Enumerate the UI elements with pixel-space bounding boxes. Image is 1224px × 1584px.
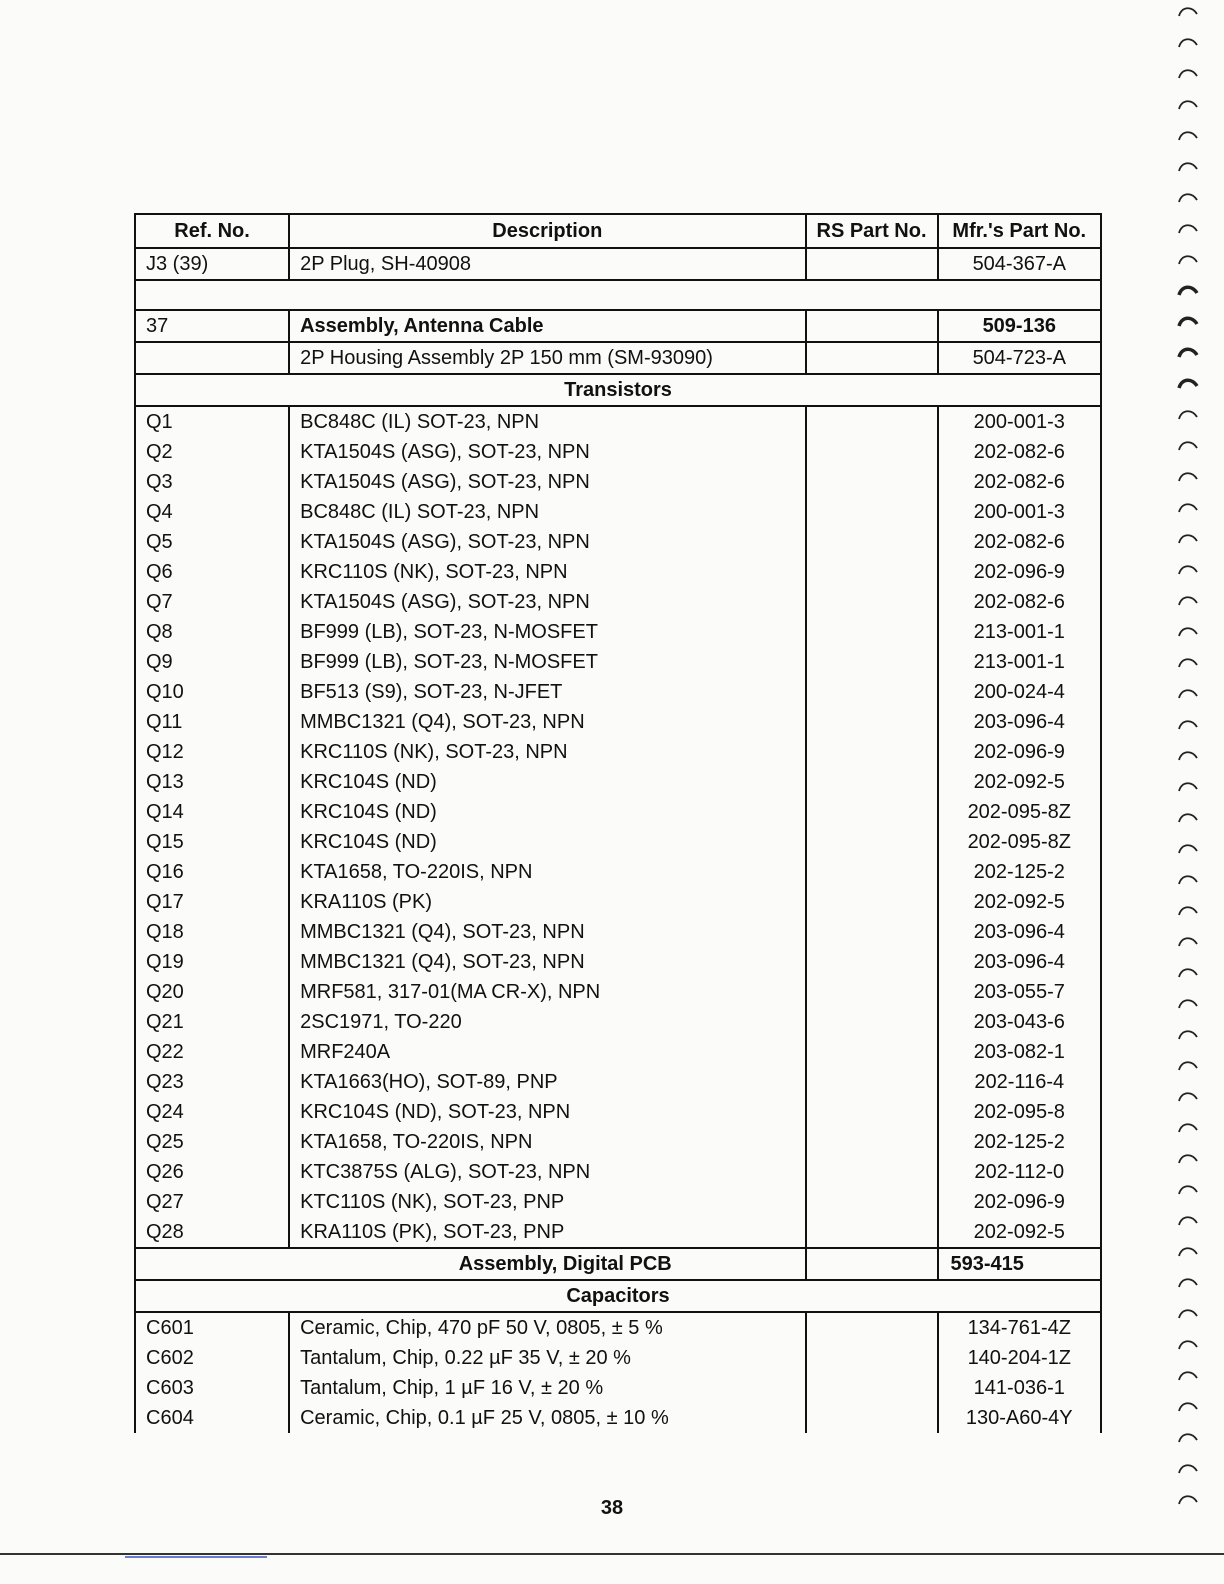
rs-part-cell — [806, 527, 938, 557]
parts-list-table — [134, 213, 1102, 1433]
section-heading-transistors: Transistors — [135, 374, 1101, 406]
mfr-part-cell: 203-096-4 — [938, 917, 1101, 947]
binding-curl-icon — [1176, 1213, 1200, 1227]
binding-curl-icon — [1176, 1399, 1200, 1413]
table-row — [135, 1127, 1101, 1157]
rs-part-cell — [806, 947, 938, 977]
rs-part-cell — [806, 797, 938, 827]
description-cell: KRC104S (ND) — [289, 827, 805, 857]
ref-cell: Q13 — [135, 767, 289, 797]
ref-cell: Q7 — [135, 587, 289, 617]
mfr-part-cell: 202-092-5 — [938, 887, 1101, 917]
table-row — [135, 342, 1101, 374]
mfr-part-cell: 203-055-7 — [938, 977, 1101, 1007]
ref-cell: Q15 — [135, 827, 289, 857]
table-row — [135, 437, 1101, 467]
description-cell: Tantalum, Chip, 1 µF 16 V, ± 20 % — [289, 1373, 805, 1403]
ref-cell: Q4 — [135, 497, 289, 527]
binding-curl-icon — [1176, 1182, 1200, 1196]
ref-cell: Q12 — [135, 737, 289, 767]
table-row — [135, 1187, 1101, 1217]
table-row — [135, 617, 1101, 647]
table-row — [135, 1037, 1101, 1067]
mfr-part-cell: 202-095-8Z — [938, 827, 1101, 857]
binding-curl-icon — [1176, 686, 1200, 700]
ref-cell: C601 — [135, 1312, 289, 1343]
ref-cell: Q24 — [135, 1097, 289, 1127]
rs-part-cell — [806, 1343, 938, 1373]
rs-part-cell — [806, 707, 938, 737]
ref-cell: Q23 — [135, 1067, 289, 1097]
section-heading-capacitors: Capacitors — [135, 1280, 1101, 1312]
rs-part-cell — [806, 497, 938, 527]
table-row — [135, 677, 1101, 707]
mfr-part-cell: 200-001-3 — [938, 497, 1101, 527]
mfr-part-cell: 202-112-0 — [938, 1157, 1101, 1187]
ref-cell: Q9 — [135, 647, 289, 677]
ref-cell: Q25 — [135, 1127, 289, 1157]
rs-part-cell — [806, 310, 938, 342]
binding-curl-icon — [1176, 1089, 1200, 1103]
binding-curl-icon — [1176, 221, 1200, 235]
description-cell: KTA1663(HO), SOT-89, PNP — [289, 1067, 805, 1097]
binding-curl-icon — [1176, 779, 1200, 793]
ref-cell: J3 (39) — [135, 248, 289, 280]
mfr-part-cell: 202-082-6 — [938, 467, 1101, 497]
description-cell: MRF581, 317-01(MA CR-X), NPN — [289, 977, 805, 1007]
ref-cell: Q21 — [135, 1007, 289, 1037]
binding-curl-icon — [1176, 407, 1200, 421]
ref-cell: C604 — [135, 1403, 289, 1433]
rs-part-cell — [806, 1067, 938, 1097]
mfr-part-cell: 504-367-A — [938, 248, 1101, 280]
binding-curl-icon — [1176, 283, 1200, 297]
table-row — [135, 647, 1101, 677]
binding-curl-icon — [1176, 841, 1200, 855]
description-cell: KTA1504S (ASG), SOT-23, NPN — [289, 587, 805, 617]
description-cell: KRC104S (ND) — [289, 797, 805, 827]
ref-cell: Q2 — [135, 437, 289, 467]
ref-cell: Q20 — [135, 977, 289, 1007]
description-cell: BF999 (LB), SOT-23, N-MOSFET — [289, 647, 805, 677]
ref-cell: Q17 — [135, 887, 289, 917]
table-row — [135, 947, 1101, 977]
assembly-row-antenna-cable — [135, 310, 1101, 342]
mfr-part-cell: 504-723-A — [938, 342, 1101, 374]
parts-list-body — [135, 248, 1101, 1433]
rs-part-cell — [806, 1217, 938, 1248]
description-cell: 2SC1971, TO-220 — [289, 1007, 805, 1037]
ref-cell: Q10 — [135, 677, 289, 707]
mfr-part-cell: 202-092-5 — [938, 767, 1101, 797]
table-row — [135, 737, 1101, 767]
ref-cell: Q27 — [135, 1187, 289, 1217]
description-cell: BC848C (IL) SOT-23, NPN — [289, 406, 805, 437]
table-header-row — [135, 214, 1101, 248]
rs-part-cell — [806, 1312, 938, 1343]
mfr-part-cell: 202-125-2 — [938, 1127, 1101, 1157]
description-cell: KTA1658, TO-220IS, NPN — [289, 857, 805, 887]
binding-curl-icon — [1176, 965, 1200, 979]
table-row — [135, 797, 1101, 827]
binding-curl-icon — [1176, 996, 1200, 1010]
mfr-part-cell: 200-001-3 — [938, 406, 1101, 437]
description-cell: MMBC1321 (Q4), SOT-23, NPN — [289, 947, 805, 977]
binding-curl-icon — [1176, 1461, 1200, 1475]
binding-curl-icon — [1176, 593, 1200, 607]
description-cell: Tantalum, Chip, 0.22 µF 35 V, ± 20 % — [289, 1343, 805, 1373]
rs-part-cell — [806, 248, 938, 280]
binding-curl-icon — [1176, 1151, 1200, 1165]
blank-row — [135, 280, 1101, 310]
ref-cell: Q1 — [135, 406, 289, 437]
rs-part-cell — [806, 1157, 938, 1187]
binding-curl-icon — [1176, 624, 1200, 638]
table-row — [135, 587, 1101, 617]
rs-part-cell — [806, 827, 938, 857]
ref-cell: Q11 — [135, 707, 289, 737]
binding-curl-icon — [1176, 1430, 1200, 1444]
binding-curl-icon — [1176, 376, 1200, 390]
binding-curl-icon — [1176, 35, 1200, 49]
ref-cell: 37 — [135, 310, 289, 342]
ref-cell: Q6 — [135, 557, 289, 587]
ref-cell: Q19 — [135, 947, 289, 977]
rs-part-cell — [806, 406, 938, 437]
binding-curl-icon — [1176, 717, 1200, 731]
ref-cell — [135, 342, 289, 374]
binding-curl-icon — [1176, 97, 1200, 111]
rs-part-cell — [806, 1403, 938, 1433]
mfr-part-cell: 202-096-9 — [938, 737, 1101, 767]
rs-part-cell — [806, 1097, 938, 1127]
assembly-mfr-part: 593-415 — [938, 1248, 1101, 1280]
section-heading-row — [135, 1280, 1101, 1312]
table-row — [135, 557, 1101, 587]
ref-cell: Q5 — [135, 527, 289, 557]
mfr-part-cell: 202-096-9 — [938, 1187, 1101, 1217]
binding-curl-icon — [1176, 1058, 1200, 1072]
binding-curl-icon — [1176, 1275, 1200, 1289]
rs-part-cell — [806, 767, 938, 797]
table-row — [135, 1067, 1101, 1097]
description-cell: Ceramic, Chip, 0.1 µF 25 V, 0805, ± 10 % — [289, 1403, 805, 1433]
binding-curl-icon — [1176, 128, 1200, 142]
mfr-part-cell: 203-043-6 — [938, 1007, 1101, 1037]
table-row — [135, 497, 1101, 527]
mfr-part-cell: 213-001-1 — [938, 647, 1101, 677]
mfr-part-cell: 202-082-6 — [938, 527, 1101, 557]
rs-part-cell — [806, 1373, 938, 1403]
page-bottom-mark — [125, 1556, 267, 1558]
rs-part-cell — [806, 677, 938, 707]
binding-curl-icon — [1176, 903, 1200, 917]
description-cell: KTA1504S (ASG), SOT-23, NPN — [289, 467, 805, 497]
ref-cell: Q8 — [135, 617, 289, 647]
binding-curl-icon — [1176, 345, 1200, 359]
binding-curl-icon — [1176, 500, 1200, 514]
table-row — [135, 707, 1101, 737]
table-row — [135, 887, 1101, 917]
mfr-part-cell: 130-A60-4Y — [938, 1403, 1101, 1433]
table-row — [135, 1097, 1101, 1127]
ref-cell: Q3 — [135, 467, 289, 497]
assembly-title: Assembly, Antenna Cable — [289, 310, 805, 342]
rs-part-cell — [806, 1037, 938, 1067]
table-row — [135, 917, 1101, 947]
description-cell: 2P Housing Assembly 2P 150 mm (SM-93090) — [289, 342, 805, 374]
rs-part-cell — [806, 737, 938, 767]
description-cell: MRF240A — [289, 1037, 805, 1067]
table-row — [135, 1217, 1101, 1248]
binding-curl-icon — [1176, 190, 1200, 204]
mfr-part-cell: 213-001-1 — [938, 617, 1101, 647]
binding-curl-icon — [1176, 1337, 1200, 1351]
binding-curl-icon — [1176, 1027, 1200, 1041]
rs-part-cell — [806, 342, 938, 374]
header-rs-part-no: RS Part No. — [806, 214, 938, 248]
rs-part-cell — [806, 1007, 938, 1037]
description-cell: KRC104S (ND) — [289, 767, 805, 797]
mfr-part-cell: 202-092-5 — [938, 1217, 1101, 1248]
mfr-part-cell: 203-096-4 — [938, 947, 1101, 977]
description-cell: KTC3875S (ALG), SOT-23, NPN — [289, 1157, 805, 1187]
binding-curl-icon — [1176, 252, 1200, 266]
header-ref-no: Ref. No. — [135, 214, 289, 248]
rs-part-cell — [806, 917, 938, 947]
header-description: Description — [289, 214, 805, 248]
binding-curl-icon — [1176, 159, 1200, 173]
binding-curl-icon — [1176, 872, 1200, 886]
mfr-part-cell: 202-096-9 — [938, 557, 1101, 587]
table-row — [135, 1157, 1101, 1187]
binding-curl-icon — [1176, 748, 1200, 762]
ref-cell: Q16 — [135, 857, 289, 887]
table-row — [135, 527, 1101, 557]
table-row — [135, 977, 1101, 1007]
mfr-part-cell: 134-761-4Z — [938, 1312, 1101, 1343]
table-row — [135, 1312, 1101, 1343]
table-row — [135, 467, 1101, 497]
binding-curl-icon — [1176, 1492, 1200, 1506]
description-cell: KRC110S (NK), SOT-23, NPN — [289, 737, 805, 767]
rs-part-cell — [806, 617, 938, 647]
description-cell: 2P Plug, SH-40908 — [289, 248, 805, 280]
ref-cell: Q22 — [135, 1037, 289, 1067]
binding-curl-icon — [1176, 66, 1200, 80]
header-mfr-part-no: Mfr.'s Part No. — [938, 214, 1101, 248]
ref-cell: Q26 — [135, 1157, 289, 1187]
description-cell: BF999 (LB), SOT-23, N-MOSFET — [289, 617, 805, 647]
binding-curl-icon — [1176, 438, 1200, 452]
description-cell: MMBC1321 (Q4), SOT-23, NPN — [289, 917, 805, 947]
binding-curl-icon — [1176, 1120, 1200, 1134]
binding-curl-icon — [1176, 1244, 1200, 1258]
ref-cell: Q14 — [135, 797, 289, 827]
description-cell: KRC110S (NK), SOT-23, NPN — [289, 557, 805, 587]
mfr-part-cell: 202-116-4 — [938, 1067, 1101, 1097]
table-row — [135, 827, 1101, 857]
rs-part-cell — [806, 1127, 938, 1157]
description-cell: KRA110S (PK), SOT-23, PNP — [289, 1217, 805, 1248]
binding-curl-icon — [1176, 4, 1200, 18]
description-cell: KTA1504S (ASG), SOT-23, NPN — [289, 437, 805, 467]
page-number: 38 — [600, 1497, 624, 1519]
description-cell: KRC104S (ND), SOT-23, NPN — [289, 1097, 805, 1127]
mfr-part-cell: 200-024-4 — [938, 677, 1101, 707]
description-cell: BF513 (S9), SOT-23, N-JFET — [289, 677, 805, 707]
rs-part-cell — [806, 467, 938, 497]
mfr-part-cell: 202-095-8 — [938, 1097, 1101, 1127]
table-row — [135, 1403, 1101, 1433]
ref-cell: Q28 — [135, 1217, 289, 1248]
mfr-part-cell: 203-096-4 — [938, 707, 1101, 737]
blank-cell — [135, 280, 1101, 310]
binding-curl-icon — [1176, 1306, 1200, 1320]
rs-part-cell — [806, 887, 938, 917]
ref-cell: C602 — [135, 1343, 289, 1373]
binding-curl-icon — [1176, 469, 1200, 483]
table-row — [135, 1007, 1101, 1037]
mfr-part-cell: 141-036-1 — [938, 1373, 1101, 1403]
assembly-title: Assembly, Digital PCB — [135, 1248, 806, 1280]
rs-part-cell — [806, 977, 938, 1007]
description-cell: KTA1658, TO-220IS, NPN — [289, 1127, 805, 1157]
description-cell: KTC110S (NK), SOT-23, PNP — [289, 1187, 805, 1217]
mfr-part-cell: 202-095-8Z — [938, 797, 1101, 827]
description-cell: MMBC1321 (Q4), SOT-23, NPN — [289, 707, 805, 737]
rs-part-cell — [806, 857, 938, 887]
binding-curl-icon — [1176, 810, 1200, 824]
binding-curl-icon — [1176, 1368, 1200, 1382]
ref-cell: Q18 — [135, 917, 289, 947]
binding-curl-icon — [1176, 314, 1200, 328]
section-heading-row — [135, 374, 1101, 406]
assembly-row-digital-pcb — [135, 1248, 1101, 1280]
binding-curl-icon — [1176, 655, 1200, 669]
table-row — [135, 248, 1101, 280]
binding-curls — [1176, 0, 1204, 1584]
description-cell: KTA1504S (ASG), SOT-23, NPN — [289, 527, 805, 557]
description-cell: BC848C (IL) SOT-23, NPN — [289, 497, 805, 527]
rs-part-cell — [806, 1248, 938, 1280]
binding-curl-icon — [1176, 562, 1200, 576]
page-bottom-rule — [0, 1553, 1224, 1555]
mfr-part-cell: 140-204-1Z — [938, 1343, 1101, 1373]
mfr-part-cell: 202-082-6 — [938, 587, 1101, 617]
rs-part-cell — [806, 647, 938, 677]
rs-part-cell — [806, 587, 938, 617]
rs-part-cell — [806, 1187, 938, 1217]
mfr-part-cell: 202-082-6 — [938, 437, 1101, 467]
mfr-part-cell: 202-125-2 — [938, 857, 1101, 887]
table-row — [135, 1373, 1101, 1403]
table-row — [135, 406, 1101, 437]
binding-curl-icon — [1176, 531, 1200, 545]
ref-cell: C603 — [135, 1373, 289, 1403]
table-row — [135, 857, 1101, 887]
table-row — [135, 1343, 1101, 1373]
table-row — [135, 767, 1101, 797]
binding-curl-icon — [1176, 934, 1200, 948]
rs-part-cell — [806, 557, 938, 587]
assembly-mfr-part: 509-136 — [938, 310, 1101, 342]
mfr-part-cell: 203-082-1 — [938, 1037, 1101, 1067]
rs-part-cell — [806, 437, 938, 467]
description-cell: KRA110S (PK) — [289, 887, 805, 917]
description-cell: Ceramic, Chip, 470 pF 50 V, 0805, ± 5 % — [289, 1312, 805, 1343]
